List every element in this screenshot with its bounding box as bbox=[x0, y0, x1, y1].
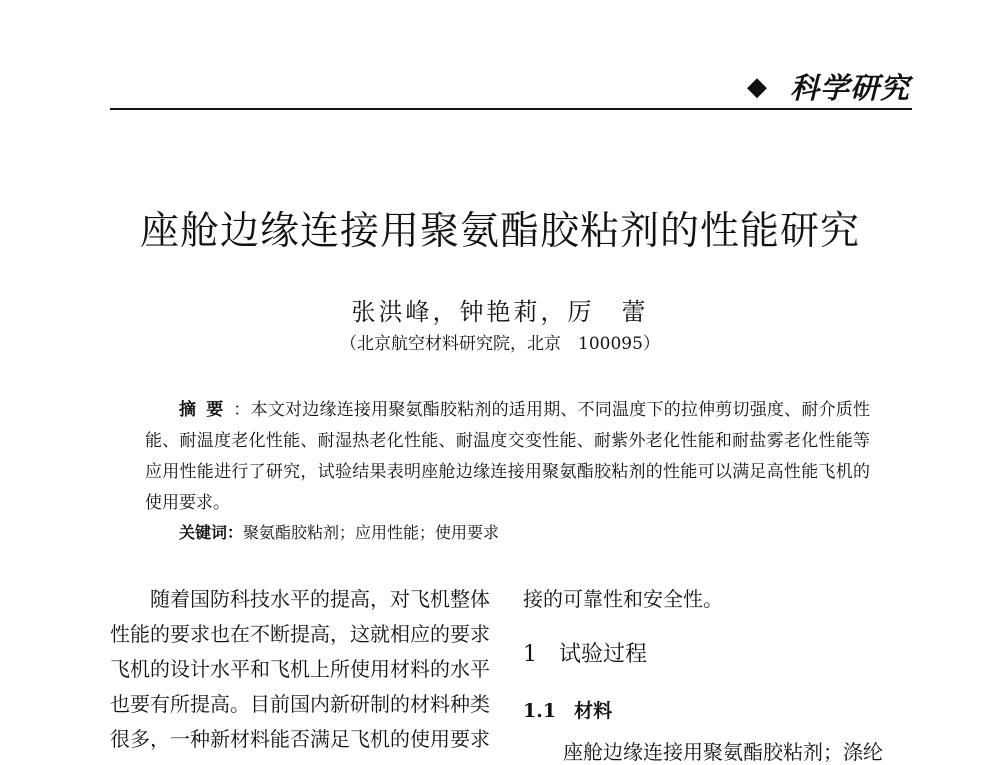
header-divider bbox=[110, 108, 912, 110]
keywords-label: 关键词： bbox=[179, 523, 244, 542]
section-heading bbox=[523, 637, 647, 668]
affiliation: （北京航空材料研究院，北京 100095） bbox=[340, 334, 660, 354]
keywords-text: 聚氨酯胶粘剂；应用性能；使用要求 bbox=[243, 523, 500, 542]
keywords bbox=[179, 520, 499, 543]
subsection-number: 1.1 bbox=[523, 700, 557, 722]
intro-paragraph-continuation: 接的可靠性和安全性。 bbox=[523, 587, 723, 611]
section-header bbox=[747, 66, 910, 107]
authors: 张洪峰，钟艳莉，厉 蕾 bbox=[351, 298, 649, 326]
section-label: 科学研究 bbox=[789, 71, 910, 105]
diamond-icon: ◆ bbox=[746, 71, 768, 102]
section-number: 1 bbox=[523, 642, 537, 667]
intro-paragraph: 随着国防科技水平的提高，对飞机整体性能的要求也在不断提高，这就相应的要求飞机的设计水平和飞机上所使用材料的水平也要有所提高。目前国内新研制的材料种类很多，一种新材料能否满足飞机的使用要求 bbox=[110, 587, 490, 751]
subsection-heading bbox=[523, 696, 612, 723]
section-title: 试验过程 bbox=[559, 642, 648, 667]
subsection-title: 材料 bbox=[574, 700, 613, 722]
abstract-label: 摘要 bbox=[179, 400, 234, 420]
materials-paragraph: 座舱边缘连接用聚氨酯胶粘剂；涤纶 bbox=[563, 740, 883, 764]
paper-title: 座舱边缘连接用聚氨酯胶粘剂的性能研究 bbox=[139, 209, 860, 254]
abstract-text: 本文对边缘连接用聚氨酯胶粘剂的适用期、不同温度下的拉伸剪切强度、耐介质性能、耐温度老化性能、耐湿热老化性能、耐温度交变性能、耐紫外老化性能和耐盐雾老化性能等应用性能进行了研究，试验结果表明座舱边缘连接用聚氨酯胶粘剂的性能可以满足高性能飞机的使用要求。 bbox=[145, 400, 871, 513]
abstract: 摘要：本文对边缘连接用聚氨酯胶粘剂的适用期、不同温度下的拉伸剪切强度、耐介质性能、耐温度老化性能、耐湿热老化性能、耐温度交变性能、耐紫外老化性能和耐盐雾老化性能等应用性能进行了研究，试验结果表明座舱边缘连接用聚氨酯胶粘剂的性能可以满足高性能飞机的使用要求。 bbox=[145, 400, 871, 513]
